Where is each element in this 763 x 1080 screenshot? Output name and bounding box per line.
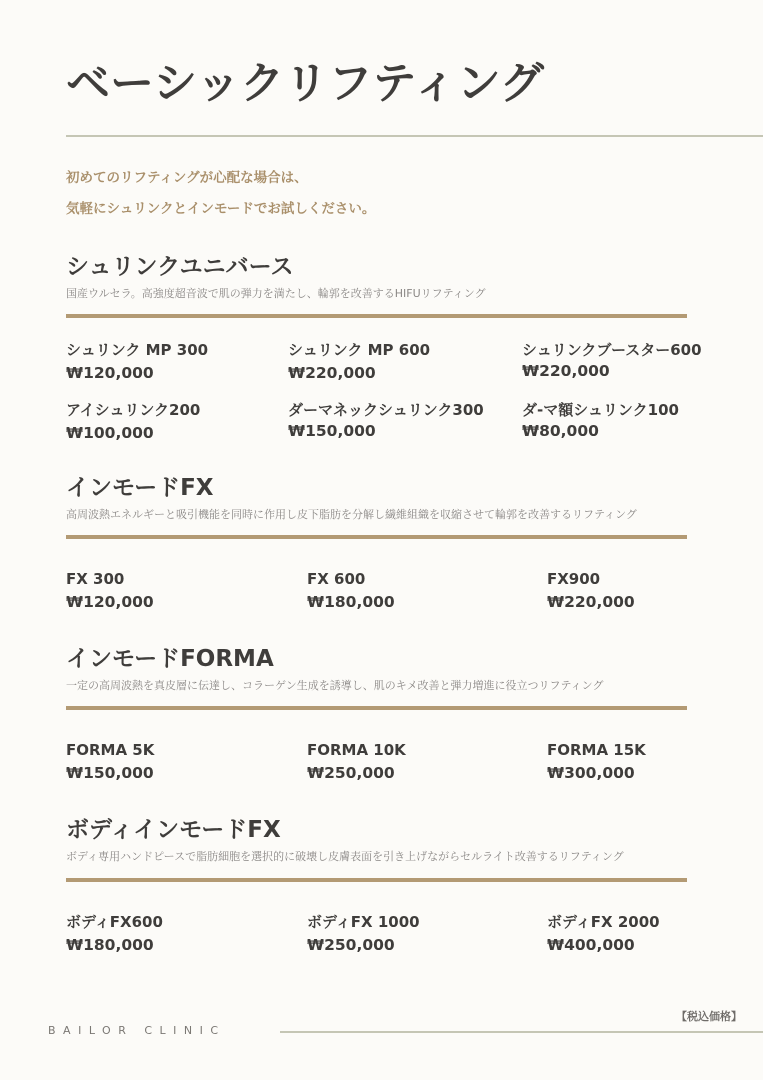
price-item bbox=[66, 400, 200, 444]
price-item bbox=[66, 740, 154, 784]
item-price: ₩220,000 bbox=[288, 364, 376, 382]
title-divider bbox=[66, 135, 763, 137]
section-divider bbox=[66, 535, 687, 539]
item-name: シュリンクブースター600 bbox=[522, 341, 702, 359]
tax-included-note: 【税込価格】 bbox=[676, 1010, 742, 1023]
item-price: ₩250,000 bbox=[307, 764, 395, 782]
price-item bbox=[66, 569, 154, 613]
price-item bbox=[288, 340, 430, 384]
section-divider bbox=[66, 314, 687, 318]
item-price: ₩300,000 bbox=[547, 764, 635, 782]
item-name: シュリンク MP 300 bbox=[66, 341, 209, 359]
item-name: FORMA 10K bbox=[307, 741, 406, 759]
item-price: ₩100,000 bbox=[66, 424, 154, 442]
item-name: ダーマネックシュリンク300 bbox=[288, 401, 484, 419]
section-description: 国産ウルセラ。高強度超音波で肌の弾力を満たし、輪郭を改善するHIFUリフティング bbox=[66, 287, 486, 300]
price-item bbox=[522, 400, 679, 442]
item-price: ₩80,000 bbox=[522, 422, 599, 440]
footer-divider bbox=[280, 1031, 763, 1033]
price-item bbox=[307, 912, 420, 956]
item-name: FORMA 5K bbox=[66, 741, 155, 759]
section-title: インモードFORMA bbox=[66, 646, 274, 672]
section-divider bbox=[66, 878, 687, 882]
item-name: FX 600 bbox=[307, 570, 366, 588]
section-description: 一定の高周波熱を真皮層に伝達し、コラーゲン生成を誘導し、肌のキメ改善と弾力増進に役立つリフティング bbox=[66, 679, 604, 692]
section-description: 高周波熱エネルギーと吸引機能を同時に作用し皮下脂肪を分解し繊維組織を収縮させて輪郭を改善するリフティング bbox=[66, 508, 637, 521]
price-item bbox=[547, 912, 660, 956]
item-price: ₩250,000 bbox=[307, 936, 395, 954]
item-price: ₩220,000 bbox=[547, 593, 635, 611]
item-name: アイシュリンク200 bbox=[66, 401, 201, 419]
price-item bbox=[66, 340, 208, 384]
price-item bbox=[547, 569, 635, 613]
section-title: ボディインモードFX bbox=[66, 817, 281, 843]
item-name: ダ-マ額シュリンク100 bbox=[522, 401, 679, 419]
item-name: FORMA 15K bbox=[547, 741, 646, 759]
price-item bbox=[288, 400, 484, 442]
item-name: FX 300 bbox=[66, 570, 125, 588]
item-price: ₩180,000 bbox=[307, 593, 395, 611]
item-name: ボディFX 1000 bbox=[307, 913, 420, 931]
item-price: ₩120,000 bbox=[66, 364, 154, 382]
section-title: シュリンクユニバース bbox=[66, 254, 294, 280]
intro-line: 初めてのリフティングが心配な場合は、 bbox=[66, 170, 308, 186]
item-name: シュリンク MP 600 bbox=[288, 341, 431, 359]
item-name: FX900 bbox=[547, 570, 601, 588]
item-price: ₩180,000 bbox=[66, 936, 154, 954]
price-item bbox=[522, 340, 702, 382]
item-price: ₩400,000 bbox=[547, 936, 635, 954]
item-price: ₩120,000 bbox=[66, 593, 154, 611]
section-title: インモードFX bbox=[66, 475, 214, 501]
price-item bbox=[307, 569, 395, 613]
brand-name: BAILOR CLINIC bbox=[48, 1024, 226, 1037]
price-item bbox=[307, 740, 406, 784]
item-price: ₩220,000 bbox=[522, 362, 610, 380]
intro-line: 気軽にシュリンクとインモードでお試しください。 bbox=[66, 201, 376, 217]
page-title: ベーシックリフティング bbox=[66, 58, 544, 109]
item-price: ₩150,000 bbox=[66, 764, 154, 782]
item-price: ₩150,000 bbox=[288, 422, 376, 440]
item-name: ボディFX600 bbox=[66, 913, 163, 931]
item-name: ボディFX 2000 bbox=[547, 913, 660, 931]
section-divider bbox=[66, 706, 687, 710]
intro-text bbox=[66, 163, 375, 225]
price-item bbox=[66, 912, 163, 956]
section-description: ボディ専用ハンドピースで脂肪細胞を選択的に破壊し皮膚表面を引き上げながらセルライト改善するリフティング bbox=[66, 850, 624, 863]
price-item bbox=[547, 740, 646, 784]
